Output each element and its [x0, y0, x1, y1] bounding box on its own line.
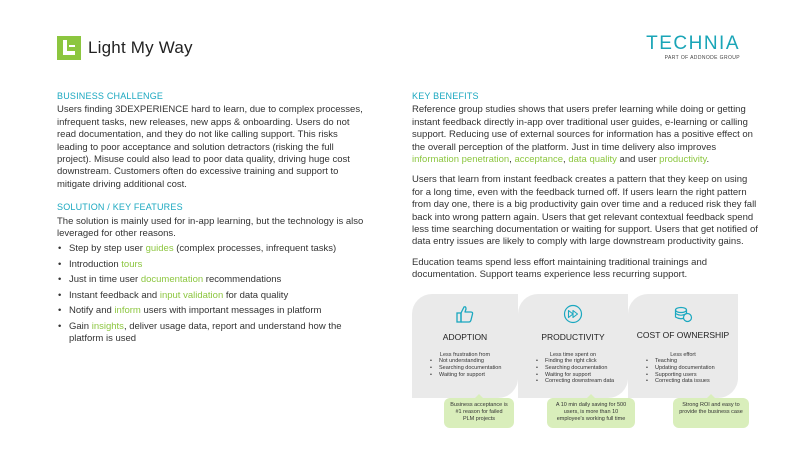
light-my-way-logo	[57, 36, 193, 60]
solution-title: SOLUTION / KEY FEATURES	[57, 202, 183, 213]
card-title: PRODUCTIVITY	[541, 332, 605, 342]
business-challenge-title: BUSINESS CHALLENGE	[57, 91, 164, 101]
feature-highlight: tours	[121, 258, 143, 270]
technia-logo	[646, 34, 740, 61]
list-item: • Finding the right click	[536, 358, 614, 365]
list-item: • Searching documentation	[536, 365, 614, 372]
card-subtitle: Less time spent on	[549, 352, 597, 358]
list-item: • Teaching	[646, 358, 715, 365]
list-item: • Searching documentation	[430, 365, 501, 372]
feature-highlight: guides	[145, 243, 174, 255]
feature-highlight: insights	[91, 320, 124, 332]
brand-subtitle: PART OF ADDNODE GROUP	[664, 55, 740, 61]
adoption-callout: Business acceptance is #1 reason for failed PLM projects	[444, 398, 514, 428]
productivity-callout: A 10 min daily saving for 500 users, is more than 10 employee's working full time	[547, 398, 635, 428]
feature-item: • Gain insights, deliver usage data, report and understand how the platform is used	[57, 321, 367, 346]
card-subtitle: Less frustration from	[439, 352, 491, 358]
thumbs-up-icon	[455, 304, 475, 324]
feature-highlight: input validation	[159, 289, 224, 301]
left-column	[57, 90, 367, 348]
card-list	[430, 358, 501, 378]
adoption-card	[412, 294, 518, 398]
feature-highlight: inform	[114, 305, 141, 317]
card-title: COST OF OWNERSHIP	[636, 330, 730, 340]
feature-list	[57, 243, 367, 345]
benefits-paragraph-3: Education teams spend less effort maintaining traditional trainings and documentation. Support teams experience less recurring support.	[412, 256, 708, 281]
key-benefits-title: KEY BENEFITS	[412, 91, 479, 101]
feature-item: • Instant feedback and input validation for data quality	[57, 290, 367, 302]
list-item: • Updating documentation	[646, 365, 715, 372]
card-title: ADOPTION	[442, 332, 488, 342]
brand-name: TECHNIA	[646, 33, 740, 54]
right-column	[412, 90, 760, 290]
feature-item: • Notify and inform users with important messages in platform	[57, 305, 367, 317]
card-subtitle: Less effort	[670, 352, 696, 358]
fast-forward-icon	[563, 304, 583, 324]
benefits-paragraph-2: Users that learn from instant feedback creates a pattern that they keep on using for a long time, even with the feedback turned off. If users learn the right pattern from day one, there is a big productivity gain over time and a reduced risk they fall back into wrong pattern again. Users that get relevant contextual feedback spend less time searching documentation or waiting for support. Users that get notified of data entry issues are likely to comply with large downstream productivity gains.	[412, 174, 758, 248]
logo-text: Light My Way	[88, 38, 193, 57]
business-challenge-text: Users finding 3DEXPERIENCE hard to learn, due to complex processes, infrequent tasks, new releases, new apps & onboarding. Users do not read documentation, and they do not like calling support. This risks leading to poor acceptance and solution detractors (risking the full project). Misuse could also lead to poor data quality, driving huge cost downstream. Customers often do excessive training and support to mitigate driving additional cost.	[57, 104, 363, 190]
card-list	[536, 358, 614, 385]
list-item: • Correcting data issues	[646, 378, 715, 385]
cost-callout: Strong ROI and easy to provide the business case	[673, 398, 749, 428]
list-item: • Correcting downstream data	[536, 378, 614, 385]
card-list	[646, 358, 715, 385]
list-item: • Supporting users	[646, 372, 715, 379]
light-my-way-logo-icon	[57, 36, 81, 60]
feature-item: • Just in time user documentation recommendations	[57, 274, 367, 286]
feature-item: • Step by step user guides (complex processes, infrequent tasks)	[57, 243, 367, 255]
feature-highlight: documentation	[140, 274, 204, 286]
benefits-paragraph-1: Reference group studies shows that users prefer learning while doing or getting instant feedback directly in-app over traditional user guides, e-learning or calling support. Reducing use of external sources for information has a positive effect on the overall perception of the platform. Just in time delivery also improves information penetration, acceptance, data quality and user productivity.	[412, 104, 753, 166]
cost-of-ownership-card	[628, 294, 738, 398]
feature-item: • Introduction tours	[57, 259, 367, 271]
productivity-card	[518, 294, 628, 398]
list-item: • Waiting for support	[536, 372, 614, 379]
list-item: • Not understanding	[430, 358, 501, 365]
solution-text: The solution is mainly used for in-app learning, but the technology is also leveraged for other reasons.	[57, 215, 364, 240]
list-item: • Waiting for support	[430, 372, 501, 379]
coins-icon	[673, 304, 693, 324]
